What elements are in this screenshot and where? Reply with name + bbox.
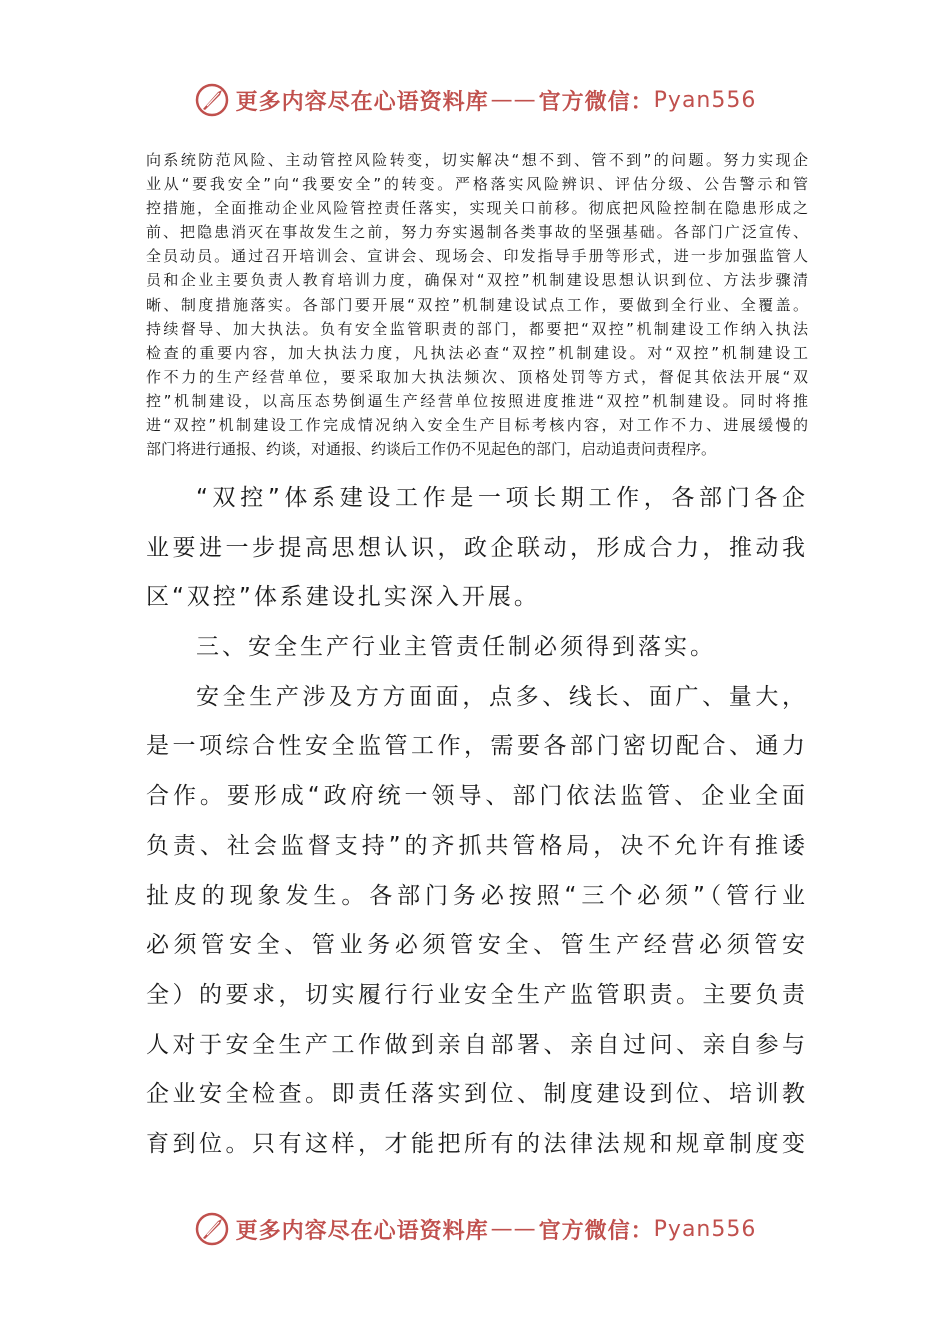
small-paragraph [146,148,808,461]
body-line: 区“双控”体系建设扎实深入开展。 [146,584,540,611]
small-line: 持续督导、加大执法。负有安全监管职责的部门，都要把“双控”机制建设工作纳入执法 [146,319,808,338]
quill-logo-icon [194,82,230,118]
watermark-label: 官方微信： [538,1217,654,1244]
body-line: “双控”体系建设工作是一项长期工作，各部门各企 [196,485,808,511]
watermark-brand: Pyan556 [653,1216,757,1242]
watermark-brand: Pyan556 [653,87,757,113]
body-line: 负责、社会监督支持”的齐抓共管格局，决不允许有推诿 [146,832,808,859]
small-line: 控”机制建设，以高压态势倒逼生产经营单位按照进度推进“双控”机制建设。同时将推 [146,391,808,410]
body-text [146,474,808,1170]
body-line: 合作。要形成“政府统一领导、部门依法监管、企业全面 [146,783,808,810]
small-line: 作不力的生产经营单位，要采取加大执法频次、顶格处罚等方式，督促其依法开展“双 [146,367,808,386]
body-line: 必须管安全、管业务必须管安全、管生产经营必须管安 [146,932,808,959]
small-line: 向系统防范风险、主动管控风险转变，切实解决“想不到、管不到”的问题。努力实现企 [146,151,808,169]
section-heading: 三、安全生产行业主管责任制必须得到落实。 [196,634,716,661]
small-line: 进“双控”机制建设工作完成情况纳入安全生产目标考核内容，对工作不力、进展缓慢的 [146,416,808,435]
quill-logo-icon [194,1211,230,1247]
watermark-label: 官方微信： [538,88,654,115]
body-line: 人对于安全生产工作做到亲自部署、亲自过问、亲自参与 [146,1031,808,1058]
small-line: 前、把隐患消灭在事故发生之前，努力夯实遏制各类事故的坚强基础。各部门广泛宣传、 [146,223,808,242]
watermark-separator: —— [490,1216,537,1242]
watermark-separator: —— [490,87,537,113]
small-line: 检查的重要内容，加大执法力度，凡执法必查“双控”机制建设。对“双控”机制建设工 [146,343,808,362]
small-line: 部门将进行通报、约谈，对通报、约谈后工作仍不见起色的部门，启动追责问责程序。 [146,440,717,459]
small-line: 业从“要我安全”向“我要安全”的转变。严格落实风险辨识、评估分级、公告警示和管 [146,175,808,194]
watermark-text: 更多内容尽在心语资料库 [235,88,489,115]
body-line: 是一项综合性安全监管工作，需要各部门密切配合、通力 [146,733,808,760]
small-line: 晰、制度措施落实。各部门要开展“双控”机制建设试点工作，要做到全行业、全覆盖。 [146,295,808,314]
footer-watermark [0,1209,950,1249]
body-line: 育到位。只有这样，才能把所有的法律法规和规章制度变 [146,1130,808,1157]
body-line: 企业安全检查。即责任落实到位、制度建设到位、培训教 [146,1081,808,1108]
small-line: 全员动员。通过召开培训会、宣讲会、现场会、印发指导手册等形式，进一步加强监管人 [146,247,808,266]
watermark-text: 更多内容尽在心语资料库 [235,1217,489,1244]
small-line: 控措施，全面推动企业风险管控责任落实，实现关口前移。彻底把风险控制在隐患形成之 [146,199,808,218]
body-line: 安全生产涉及方方面面，点多、线长、面广、量大， [196,683,808,710]
body-line: 扯皮的现象发生。各部门务必按照“三个必须”（管行业 [146,882,808,909]
small-line: 员和企业主要负责人教育培训力度，确保对“双控”机制建设思想认识到位、方法步骤清 [146,271,808,290]
body-line: 全）的要求，切实履行行业安全生产监管职责。主要负责 [146,981,808,1008]
body-line: 业要进一步提高思想认识，政企联动，形成合力，推动我 [146,534,808,561]
header-watermark [0,80,950,120]
